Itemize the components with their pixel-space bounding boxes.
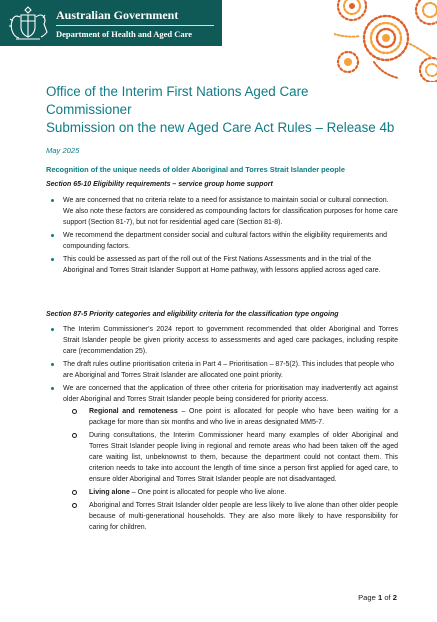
title-line: Submission on the new Aged Care Act Rules – Release 4b xyxy=(46,120,395,135)
bullet-text: We are concerned that the application of three other criteria for prioritisation may inadvertently act against older Aboriginal and Torres Strait Islander people being considered for priority access. xyxy=(63,385,398,403)
bullet-item: We recommend the department consider social and cultural factors within the eligibility requirements and compounding factors. xyxy=(46,230,398,252)
sub-bullet-label: Regional and remoteness xyxy=(89,408,178,415)
coat-of-arms-icon xyxy=(7,4,49,42)
sub-bullet-text: – One point is allocated for people who live alone. xyxy=(129,489,287,496)
document-date: May 2025 xyxy=(46,146,80,155)
sub-bullet-text: During consultations, the Interim Commissioner heard many examples of older Aboriginal and Torres Strait Islander people living in regional and remote areas who had been taken off the aged care waiting list, unbeknownst to them, because the department could not contact them. This criterion needs to take into account the length of time since a person first applied for aged care, to ensure older Aboriginal and Torres Strait Islander people are not disadvantaged. xyxy=(89,432,398,483)
bullet-item: This could be assessed as part of the roll out of the First Nations Assessments and in the trial of the Aboriginal and Torres Strait Islander Support at Home pathway, with lessons applied across aged care. xyxy=(46,254,398,276)
section-87-5-bullets xyxy=(46,324,398,535)
recognition-heading: Recognition of the unique needs of older Aboriginal and Torres Strait Islander people xyxy=(46,165,345,174)
bullet-item: The Interim Commissioner's 2024 report to government recommended that older Aboriginal and Torres Strait Islander people be given priority access to assessments and aged care packages, including respite care (recommendation 25). xyxy=(46,324,398,357)
current-page: 1 xyxy=(377,593,383,602)
sub-bullet-text: – One point is allocated for people who have been waiting for a package for more than six months and who live in areas designated MM5-7. xyxy=(89,408,398,426)
section-65-10-bullets xyxy=(46,195,398,278)
bullet-item xyxy=(46,383,398,533)
sub-bullet-item xyxy=(63,406,398,428)
sub-bullet-item xyxy=(63,430,398,485)
section-87-5-heading: Section 87-5 Priority categories and eligibility criteria for the classification type ongoing xyxy=(46,311,339,318)
bullet-item: We are concerned that no criteria relate to a need for assistance to maintain social or cultural connection. We also note these factors are considered as compounding factors for classification purposes for home care support (Section 81-7), but not for residential aged care (Section 81-8). xyxy=(46,195,398,228)
bullet-item: The draft rules outline prioritisation criteria in Part 4 – Prioritisation – 87-5(2). This includes that people who are Aboriginal and Torres Strait Islander are allocated one point priority. xyxy=(46,359,398,381)
header-divider xyxy=(56,25,214,26)
title-line: Commissioner xyxy=(46,102,132,117)
total-pages: 2 xyxy=(392,593,397,602)
government-header xyxy=(0,0,222,46)
document-title xyxy=(46,83,416,137)
page-word: Page xyxy=(358,593,378,602)
sub-bullet-item xyxy=(63,487,398,498)
of-word: of xyxy=(382,593,393,602)
sub-bullet-label: Living alone xyxy=(89,489,130,496)
title-line: Office of the Interim First Nations Aged Care xyxy=(46,84,309,99)
section-65-10-heading: Section 65-10 Eligibility requirements – service group home support xyxy=(46,181,273,188)
sub-bullet-item xyxy=(63,500,398,533)
department-name: Department of Health and Aged Care xyxy=(56,29,193,39)
sub-bullet-text: Aboriginal and Torres Strait Islander older people are less likely to live alone than other older people because of multi-generational households. They are also more likely to have responsibility for caring for children. xyxy=(89,502,398,531)
indigenous-artwork xyxy=(334,0,437,82)
sub-bullets xyxy=(63,406,398,533)
government-name: Australian Government xyxy=(56,8,179,22)
page-number xyxy=(358,593,397,602)
